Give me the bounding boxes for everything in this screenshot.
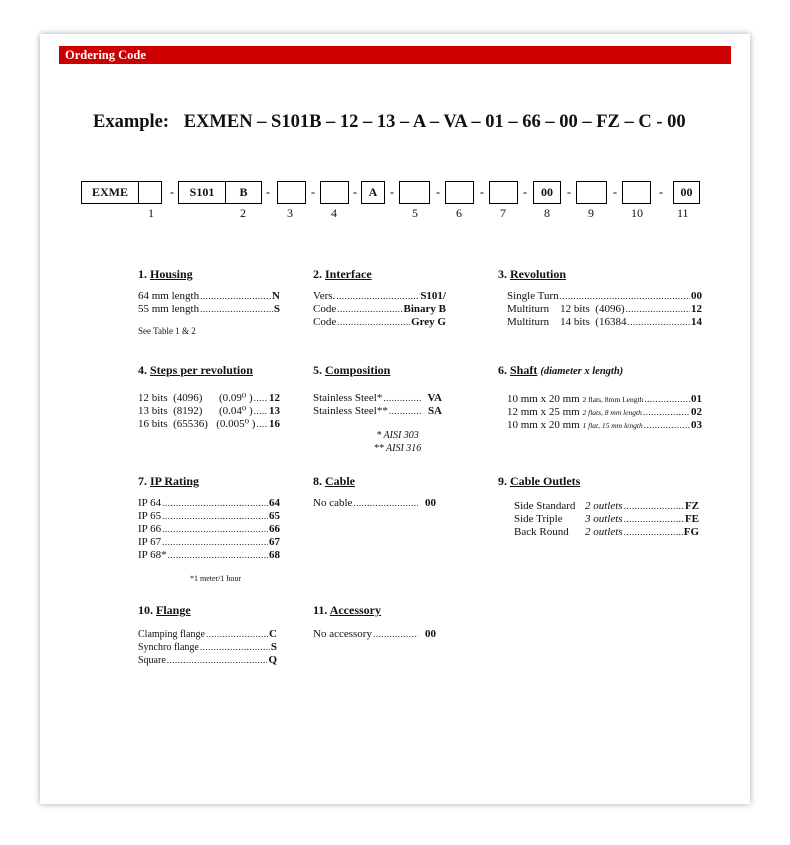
option-row: 55 mm length ..... S bbox=[138, 303, 280, 316]
section-steps bbox=[138, 364, 280, 431]
code-dash: - bbox=[613, 185, 617, 199]
option-row: Multiturn 14 bits (16384 ..... 14 bbox=[507, 316, 702, 329]
option-row: Side Standard 2 outlets ..... FZ bbox=[514, 500, 699, 513]
section-title: 3. Revolution bbox=[498, 267, 567, 281]
option-row: Code ..... Grey G bbox=[313, 316, 446, 329]
option-row: IP 64 ..... 64 bbox=[138, 497, 280, 510]
section-interface bbox=[313, 268, 446, 329]
code-dash: - bbox=[311, 185, 315, 199]
option-row: 13 bits (8192) (0.04⁰ ) ..... 13 bbox=[138, 405, 280, 418]
example-label: Example: bbox=[93, 112, 170, 132]
code-box bbox=[622, 181, 651, 204]
option-row: Side Triple 3 outlets ..... FE bbox=[514, 513, 699, 526]
code-dash: - bbox=[659, 185, 663, 199]
option-row: Stainless Steel** ..... SA bbox=[313, 405, 442, 418]
option-row: IP 66 ..... 66 bbox=[138, 523, 280, 536]
code-box: B bbox=[225, 181, 262, 204]
position-number: 5 bbox=[412, 206, 418, 220]
option-row: Square ..... Q bbox=[138, 654, 277, 667]
code-dash: - bbox=[170, 185, 174, 199]
section-title: 5. Composition bbox=[313, 363, 391, 377]
code-box bbox=[320, 181, 349, 204]
code-dash: - bbox=[266, 185, 270, 199]
code-dash: - bbox=[480, 185, 484, 199]
section-title: 6. Shaft (diameter x length) bbox=[498, 363, 624, 377]
section-title: 1. Housing bbox=[138, 267, 193, 281]
option-row: No accessory ..... 00 bbox=[313, 628, 436, 641]
section-title: 8. Cable bbox=[313, 474, 355, 488]
example-code: EXMEN – S101B – 12 – 13 – A – VA – 01 – 66 – 00 – FZ – C - 00 bbox=[183, 112, 686, 132]
option-row: 10 mm x 20 mm 2 flats, 8mm Length ..... 01 bbox=[507, 393, 702, 406]
code-box bbox=[576, 181, 607, 204]
option-row: 12 mm x 25 mm 2 flats, 8 mm length ..... 02 bbox=[507, 406, 702, 419]
section-title: 11. Accessory bbox=[313, 603, 381, 617]
code-dash: - bbox=[390, 185, 394, 199]
option-row: No cable ..... 00 bbox=[313, 497, 436, 510]
ip-note: *1 meter/1 hour bbox=[190, 574, 242, 583]
code-box bbox=[399, 181, 430, 204]
option-row: Back Round 2 outlets ..... FG bbox=[514, 526, 699, 539]
code-box: EXME bbox=[81, 181, 139, 204]
code-box bbox=[138, 181, 162, 204]
code-box: 00 bbox=[673, 181, 700, 204]
code-box: S101 bbox=[178, 181, 226, 204]
section-title: 10. Flange bbox=[138, 603, 191, 617]
position-number: 7 bbox=[500, 206, 506, 220]
code-dash: - bbox=[353, 185, 357, 199]
position-number: 4 bbox=[331, 206, 337, 220]
section-title: 4. Steps per revolution bbox=[138, 363, 253, 377]
option-row: Stainless Steel* ..... VA bbox=[313, 392, 442, 405]
position-number: 6 bbox=[456, 206, 462, 220]
section-ip-rating bbox=[138, 475, 280, 585]
code-dash: - bbox=[436, 185, 440, 199]
option-row: 16 bits (65536) (0.005⁰ ) ..... 16 bbox=[138, 418, 280, 431]
code-box bbox=[277, 181, 306, 204]
section-accessory bbox=[313, 604, 436, 641]
section-cable bbox=[313, 475, 436, 510]
section-revolution bbox=[498, 268, 702, 329]
option-row: Synchro flange ..... S bbox=[138, 641, 277, 654]
section-composition bbox=[313, 364, 442, 455]
option-row: Clamping flange ..... C bbox=[138, 628, 277, 641]
position-number: 3 bbox=[287, 206, 293, 220]
option-row: IP 67 ..... 67 bbox=[138, 536, 280, 549]
option-row: Vers. ..... S101/ bbox=[313, 290, 446, 303]
option-row: 12 bits (4096) (0.09⁰ ) ..... 12 bbox=[138, 392, 280, 405]
material-note: ** AISI 316 bbox=[373, 443, 422, 454]
section-cable-outlets bbox=[498, 475, 699, 539]
option-row: Code ..... Binary B bbox=[313, 303, 446, 316]
position-number: 9 bbox=[588, 206, 594, 220]
section-note: See Table 1 & 2 bbox=[138, 326, 196, 336]
code-box: A bbox=[361, 181, 385, 204]
option-row: IP 65 ..... 65 bbox=[138, 510, 280, 523]
position-number: 1 bbox=[148, 206, 154, 220]
section-shaft bbox=[498, 364, 702, 432]
code-box: 00 bbox=[533, 181, 561, 204]
section-banner: Ordering Code bbox=[59, 46, 731, 64]
position-number: 10 bbox=[631, 206, 643, 220]
section-title: 9. Cable Outlets bbox=[498, 474, 581, 488]
position-number: 11 bbox=[677, 206, 689, 220]
section-title: 2. Interface bbox=[313, 267, 372, 281]
code-dash: - bbox=[567, 185, 571, 199]
section-title: 7. IP Rating bbox=[138, 474, 200, 488]
option-row: 10 mm x 20 mm 1 flat, 15 mm length ..... 03 bbox=[507, 419, 702, 432]
position-number: 8 bbox=[544, 206, 550, 220]
position-number: 2 bbox=[240, 206, 246, 220]
code-box bbox=[489, 181, 518, 204]
option-row: Multiturn 12 bits (4096) ..... 12 bbox=[507, 303, 702, 316]
code-box bbox=[445, 181, 474, 204]
section-flange bbox=[138, 604, 277, 667]
material-note: * AISI 303 bbox=[376, 430, 419, 441]
option-row: IP 68* ..... 68 bbox=[138, 549, 280, 562]
option-row: Single Turn ..... 00 bbox=[507, 290, 702, 303]
code-dash: - bbox=[523, 185, 527, 199]
section-housing bbox=[138, 268, 280, 338]
option-row: 64 mm length ..... N bbox=[138, 290, 280, 303]
example-line bbox=[93, 112, 686, 133]
